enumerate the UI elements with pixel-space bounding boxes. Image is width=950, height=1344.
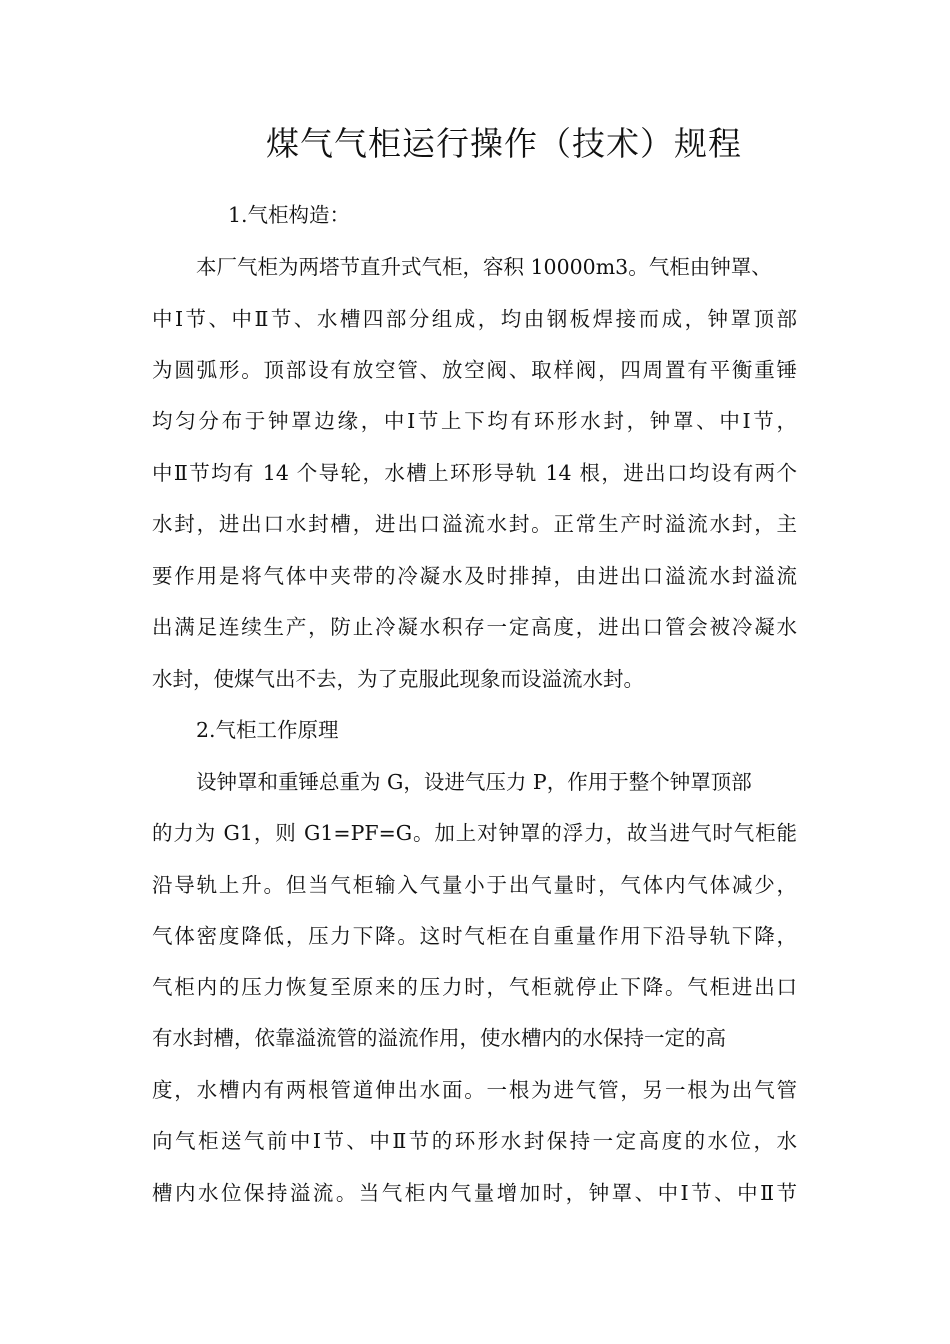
paragraph-line: 沿导轨上升。但当气柜输入气量小于出气量时，气体内气体减少，: [152, 873, 797, 897]
paragraph-line: 槽内水位保持溢流。当气柜内气量增加时，钟罩、中Ⅰ节、中Ⅱ节: [152, 1181, 797, 1205]
section-heading-structure: 1.气柜构造：: [228, 203, 351, 227]
paragraph-line: 为圆弧形。顶部设有放空管、放空阀、取样阀，四周置有平衡重锤: [152, 358, 797, 382]
section-heading-principle: 2.气柜工作原理: [196, 718, 339, 742]
paragraph-line: 均匀分布于钟罩边缘，中Ⅰ节上下均有环形水封，钟罩、中Ⅰ节，: [152, 409, 797, 433]
paragraph-line: 中Ⅱ节均有 14 个导轮，水槽上环形导轨 14 根，进出口均设有两个: [152, 461, 797, 485]
paragraph-line: 设钟罩和重锤总重为 G，设进气压力 P，作用于整个钟罩顶部: [196, 770, 752, 794]
paragraph-line: 向气柜送气前中Ⅰ节、中Ⅱ节的环形水封保持一定高度的水位，水: [152, 1129, 797, 1153]
paragraph-line: 气柜内的压力恢复至原来的压力时，气柜就停止下降。气柜进出口: [152, 975, 797, 999]
paragraph-line: 出满足连续生产，防止冷凝水积存一定高度，进出口管会被冷凝水: [152, 615, 797, 639]
paragraph-line: 本厂气柜为两塔节直升式气柜，容积 10000m3。气柜由钟罩、: [196, 255, 772, 279]
paragraph-line: 有水封槽，依靠溢流管的溢流作用，使水槽内的水保持一定的高: [152, 1026, 726, 1050]
paragraph-line: 水封，使煤气出不去，为了克服此现象而设溢流水封。: [152, 667, 644, 691]
paragraph-line: 气体密度降低，压力下降。这时气柜在自重量作用下沿导轨下降，: [152, 924, 797, 948]
paragraph-line: 度，水槽内有两根管道伸出水面。一根为进气管，另一根为出气管: [152, 1078, 797, 1102]
document-title: 煤气气柜运行操作（技术）规程: [266, 124, 742, 163]
paragraph-line: 的力为 G1，则 G1=PF=G。加上对钟罩的浮力，故当进气时气柜能: [152, 821, 797, 845]
paragraph-line: 中Ⅰ节、中Ⅱ节、水槽四部分组成，均由钢板焊接而成，钟罩顶部: [152, 307, 797, 331]
paragraph-line: 水封，进出口水封槽，进出口溢流水封。正常生产时溢流水封，主: [152, 512, 797, 536]
paragraph-line: 要作用是将气体中夹带的冷凝水及时排掉，由进出口溢流水封溢流: [152, 564, 797, 588]
